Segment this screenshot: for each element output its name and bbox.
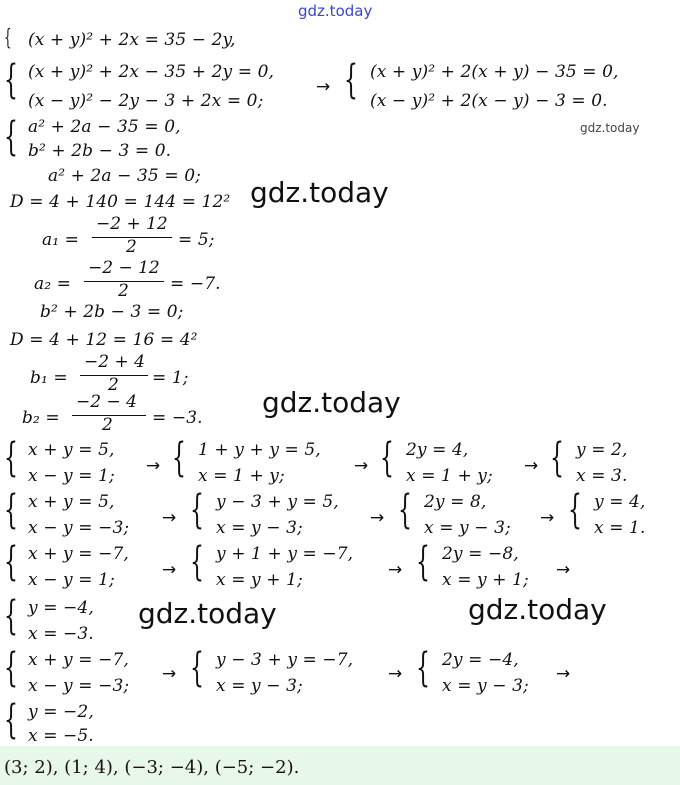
equation-line: y = −4,: [28, 598, 94, 618]
equation-line: (x − y)² − 2y − 3 + 2x = 0;: [28, 91, 264, 111]
equation-line: x = 1.: [594, 518, 646, 538]
equation-line: y + 1 + y = −7,: [216, 544, 354, 564]
arrow-icon: →: [162, 560, 177, 580]
equation-line: (x + y)² + 2x = 35 − 2y,: [28, 30, 236, 50]
fraction-denominator: 2: [108, 375, 119, 395]
equation-line: x = −3.: [28, 624, 94, 644]
equation-lhs: a₁ =: [42, 230, 79, 250]
equation-line: x + y = 5,: [28, 440, 115, 460]
equation-line: D = 4 + 140 = 144 = 12²: [10, 192, 231, 212]
equation-line: x + y = −7,: [28, 544, 129, 564]
equation-line: x − y = −3;: [28, 518, 130, 538]
arrow-icon: →: [540, 508, 555, 528]
fraction-numerator: −2 + 4: [84, 352, 145, 372]
fraction-numerator: −2 − 4: [76, 392, 137, 412]
brace: {: [4, 487, 18, 533]
brace: {: [398, 487, 412, 533]
equation-line: x = y − 3;: [216, 518, 303, 538]
watermark-top: gdz.today: [298, 2, 373, 20]
brace: {: [550, 435, 564, 481]
watermark-big-2: gdz.today: [262, 386, 401, 419]
equation-line: x = y + 1;: [442, 570, 529, 590]
equation-line: 2y = −4,: [442, 650, 519, 670]
equation-line: 2y = 4,: [406, 440, 469, 460]
brace: {: [4, 435, 18, 481]
brace: {: [344, 57, 358, 103]
arrow-icon: →: [354, 456, 369, 476]
arrow-icon: →: [556, 664, 571, 684]
equation-rhs: = −7.: [170, 274, 221, 294]
equation-line: (x + y)² + 2x − 35 + 2y = 0,: [28, 62, 275, 82]
answer-text: (3; 2), (1; 4), (−3; −4), (−5; −2).: [4, 757, 300, 778]
fraction-numerator: −2 + 12: [96, 214, 168, 234]
watermark-big-1: gdz.today: [250, 176, 389, 209]
equation-line: y − 3 + y = −7,: [216, 650, 354, 670]
equation-line: y = 2,: [576, 440, 628, 460]
arrow-icon: →: [162, 508, 177, 528]
brace: {: [4, 645, 18, 691]
arrow-icon: →: [388, 560, 403, 580]
brace: {: [172, 435, 186, 481]
equation-line: 1 + y + y = 5,: [198, 440, 321, 460]
arrow-icon: →: [162, 664, 177, 684]
fraction: [80, 352, 150, 396]
equation-line: b² + 2b − 3 = 0;: [40, 302, 184, 322]
brace: {: [568, 487, 582, 533]
brace: {: [190, 645, 204, 691]
fraction-denominator: 2: [118, 281, 129, 301]
equation-rhs: = 1;: [152, 368, 189, 388]
equation-line: 2y = −8,: [442, 544, 519, 564]
fraction: [84, 258, 166, 302]
watermark-small: gdz.today: [580, 121, 640, 135]
equation-line: (x + y)² + 2(x + y) − 35 = 0,: [370, 62, 619, 82]
arrow-icon: →: [524, 456, 539, 476]
equation-line: x − y = 1;: [28, 466, 115, 486]
brace: {: [4, 697, 18, 743]
equation-line: y − 3 + y = 5,: [216, 492, 339, 512]
fraction-denominator: 2: [102, 415, 113, 435]
fraction: [92, 214, 174, 258]
fraction: [72, 392, 148, 436]
brace: {: [416, 539, 430, 585]
equation-line: x − y = 1;: [28, 570, 115, 590]
equation-rhs: = −3.: [152, 408, 203, 428]
equation-line: 2y = 8,: [424, 492, 487, 512]
equation-line: x + y = 5,: [28, 492, 115, 512]
equation-rhs: = 5;: [178, 230, 215, 250]
equation-line: x = 3.: [576, 466, 628, 486]
fraction-numerator: −2 − 12: [88, 258, 160, 278]
brace: {: [4, 57, 18, 103]
brace: {: [4, 593, 18, 639]
brace: {: [4, 114, 18, 160]
fraction-denominator: 2: [126, 237, 137, 257]
equation-line: x = y − 3;: [424, 518, 511, 538]
brace: {: [4, 26, 12, 51]
equation-line: x = y − 3;: [216, 676, 303, 696]
brace: {: [190, 487, 204, 533]
equation-lhs: b₂ =: [22, 408, 60, 428]
equation-line: b² + 2b − 3 = 0.: [28, 141, 172, 161]
equation-line: x = 1 + y;: [406, 466, 493, 486]
equation-line: x = 1 + y;: [198, 466, 285, 486]
equation-line: D = 4 + 12 = 16 = 4²: [10, 330, 198, 350]
equation-line: a² + 2a − 35 = 0;: [48, 166, 201, 186]
equation-line: y = −2,: [28, 702, 94, 722]
arrow-icon: →: [388, 664, 403, 684]
equation-lhs: b₁ =: [30, 368, 68, 388]
equation-line: a² + 2a − 35 = 0,: [28, 117, 181, 137]
equation-line: x − y = −3;: [28, 676, 130, 696]
arrow-icon: →: [146, 456, 161, 476]
equation-line: x + y = −7,: [28, 650, 129, 670]
arrow-icon: →: [316, 77, 331, 97]
equation-lhs: a₂ =: [34, 274, 71, 294]
watermark-big-3: gdz.today: [138, 597, 277, 630]
arrow-icon: →: [370, 508, 385, 528]
brace: {: [4, 539, 18, 585]
equation-line: (x − y)² + 2(x − y) − 3 = 0.: [370, 91, 608, 111]
brace: {: [190, 539, 204, 585]
equation-line: y = 4,: [594, 492, 646, 512]
brace: {: [416, 645, 430, 691]
equation-line: x = −5.: [28, 726, 94, 746]
brace: {: [380, 435, 394, 481]
arrow-icon: →: [556, 560, 571, 580]
equation-line: x = y − 3;: [442, 676, 529, 696]
watermark-big-4: gdz.today: [468, 593, 607, 626]
equation-line: x = y + 1;: [216, 570, 303, 590]
